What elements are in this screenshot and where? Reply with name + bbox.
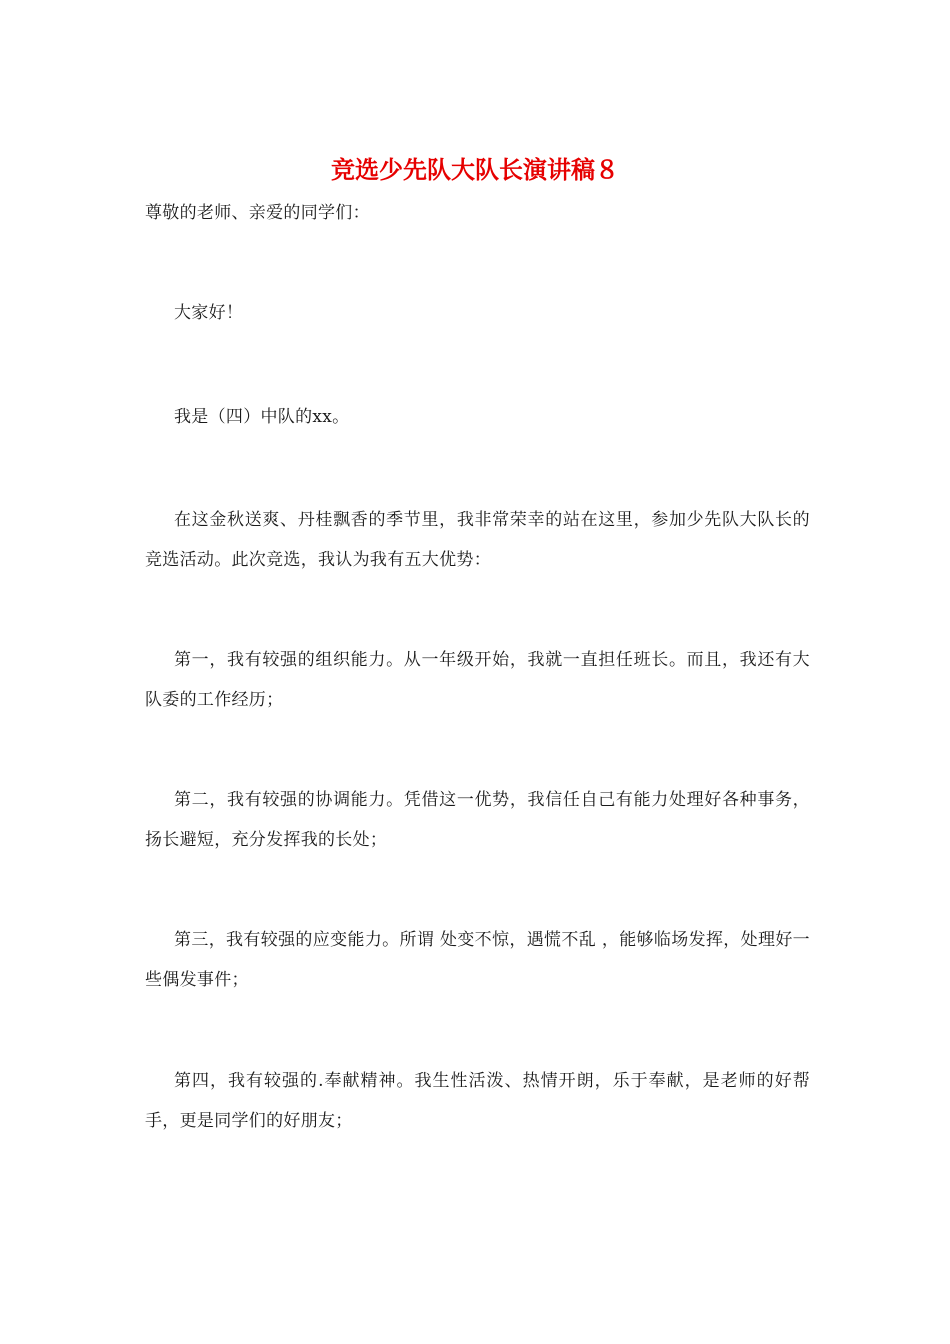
paragraph-advantage-1: 第一，我有较强的组织能力。从一年级开始，我就一直担任班长。而且，我还有大队委的工作经历；: [145, 650, 810, 710]
paragraph-advantage-2: 第二，我有较强的协调能力。凭借这一优势，我信任自己有能力处理好各种事务，扬长避短，充分发挥我的长处；: [145, 790, 810, 850]
paragraph-self-intro: 我是（四）中队的xx。: [174, 407, 350, 427]
salutation: 尊敬的老师、亲爱的同学们：: [145, 203, 370, 223]
paragraph-opening: 在这金秋送爽、丹桂飘香的季节里，我非常荣幸的站在这里，参加少先队大队长的竞选活动。此次竞选，我认为我有五大优势：: [145, 510, 810, 570]
paragraph-advantage-3: 第三，我有较强的应变能力。所谓 处变不惊，遇慌不乱 ，能够临场发挥，处理好一些偶发事件；: [145, 930, 810, 990]
paragraph-advantage-4: 第四，我有较强的.奉献精神。我生性活泼、热情开朗，乐于奉献，是老师的好帮手，更是同学们的好朋友；: [145, 1071, 810, 1131]
paragraph-greeting: 大家好！: [174, 303, 244, 323]
document-title: 竞选少先队大队长演讲稿８: [331, 156, 619, 184]
